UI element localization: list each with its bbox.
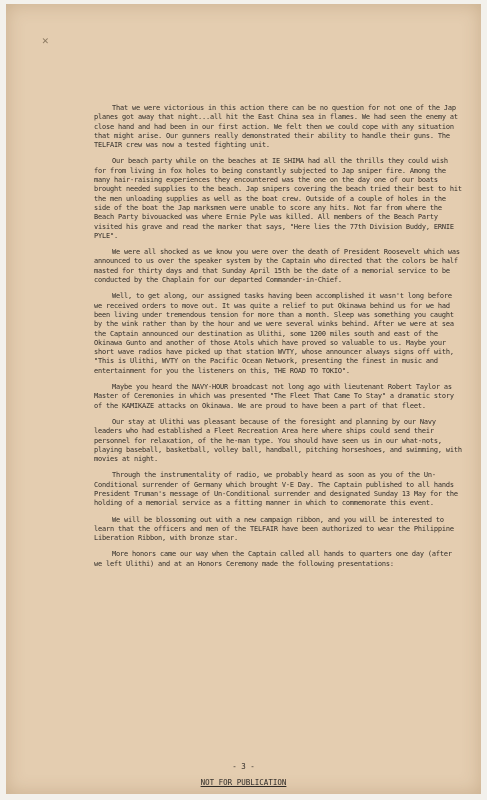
footer-notice: NOT FOR PUBLICATION	[200, 778, 287, 787]
paragraph: We will be blossoming out with a new campaign ribbon, and you will be interested to learn that the officers and men of the TELFAIR have been authorized to wear the Philippine Liberation Ribbon, with bronze star.	[94, 515, 454, 543]
body-text	[94, 104, 462, 576]
paragraph: Well, to get along, our assigned tasks having been accomplished it wasn't long before we received orders to move out. It was quite a relief to put Okinawa behind us for we had been living under tremendous tension for more than a month. Sleep was something you caught by the wink rather than by the hour and we were several winks behind. After we were at sea the Captain announced our destination as Ulithi, some 1200 miles south and east of the Okinawa Gunto and another of those Atols which have proved so valuable to us. Maybe your short wave radios have picked up that station WVTY, whose announcer always signs off with, "This is Ulithi, WVTY on the Pacific Ocean Network, presenting the finest in music and entertainment for you the listeners on this, THE ROAD TO TOKIO".	[94, 292, 454, 375]
punch-mark-icon: ✕	[42, 34, 49, 47]
paragraph: Through the instrumentality of radio, we probably heard as soon as you of the Un-Conditional surrender of Germany which brought V-E Day. The Captain published to all hands President Truman's message of Un-Conditional surrender and designated Sunday 13 May for the holding of a memorial service as a fitting manner in which to commemorate this event.	[94, 471, 458, 508]
paragraph: Our beach party while on the beaches at IE SHIMA had all the thrills they could wish for from living in fox holes to being constantly subjected to Jap sniper fire. Among the many hair-raising experiences they encountered was the one on the day one of our boats brought needed supplies to the beach. Jap snipers covering the beach tried their best to hit the men unloading supplies as well as the boat crew. Outside of a couple of holes in the side of the boat the Jap marksmen were unable to score any hits. Not far from where the Beach Party bivouacked was where Ernie Pyle was killed. All members of the Beach Party visited his grave and read the marker that says, "Here lies the 77th Division Buddy, ERNIE PYLE".	[94, 157, 462, 240]
page-number: - 3 -	[232, 762, 255, 771]
paragraph: Our stay at Ulithi was pleasant because of the foresight and planning by our Navy leaders who had established a Fleet Recreation Area here where ships could send their personnel for relaxation, of the he-man type. You should have seen us in our what-nots, playing baseball, basketball, volley ball, handball, pitching horseshoes, and swimming, with movies at night.	[94, 417, 462, 464]
paragraph: We were all shocked as we know you were over the death of President Roosevelt which was announced to us over the speaker system by the Captain who directed that the colors be half masted for thirty days and that Sunday April 15th be the date of a memorial service to be conducted by the Chaplain for our departed Commander-in-Chief.	[94, 248, 460, 285]
document-page	[6, 4, 481, 794]
paragraph: More honors came our way when the Captain called all hands to quarters one day (after we left Ulithi) and at an Honors Ceremony made the following presentations:	[94, 550, 452, 568]
paragraph: That we were victorious in this action there can be no question for not one of the Jap planes got away that night...all hit the East China sea in flames. We had seen the enemy at close hand and had been in our first action. We felt then we could cope with any situation that might arise. Our gunners really demonstrated their ability to handle their guns. The TELFAIR crew was now a tested fighting unit.	[94, 104, 458, 150]
paragraph: Maybe you heard the NAVY-HOUR broadcast not long ago with lieutenant Robert Taylor as Master of Ceremonies in which was presented "The Fleet That Came To Stay" a dramatic story of the KAMIKAZE attacks on Okinawa. We are proud to have been a part of that fleet.	[94, 383, 454, 410]
